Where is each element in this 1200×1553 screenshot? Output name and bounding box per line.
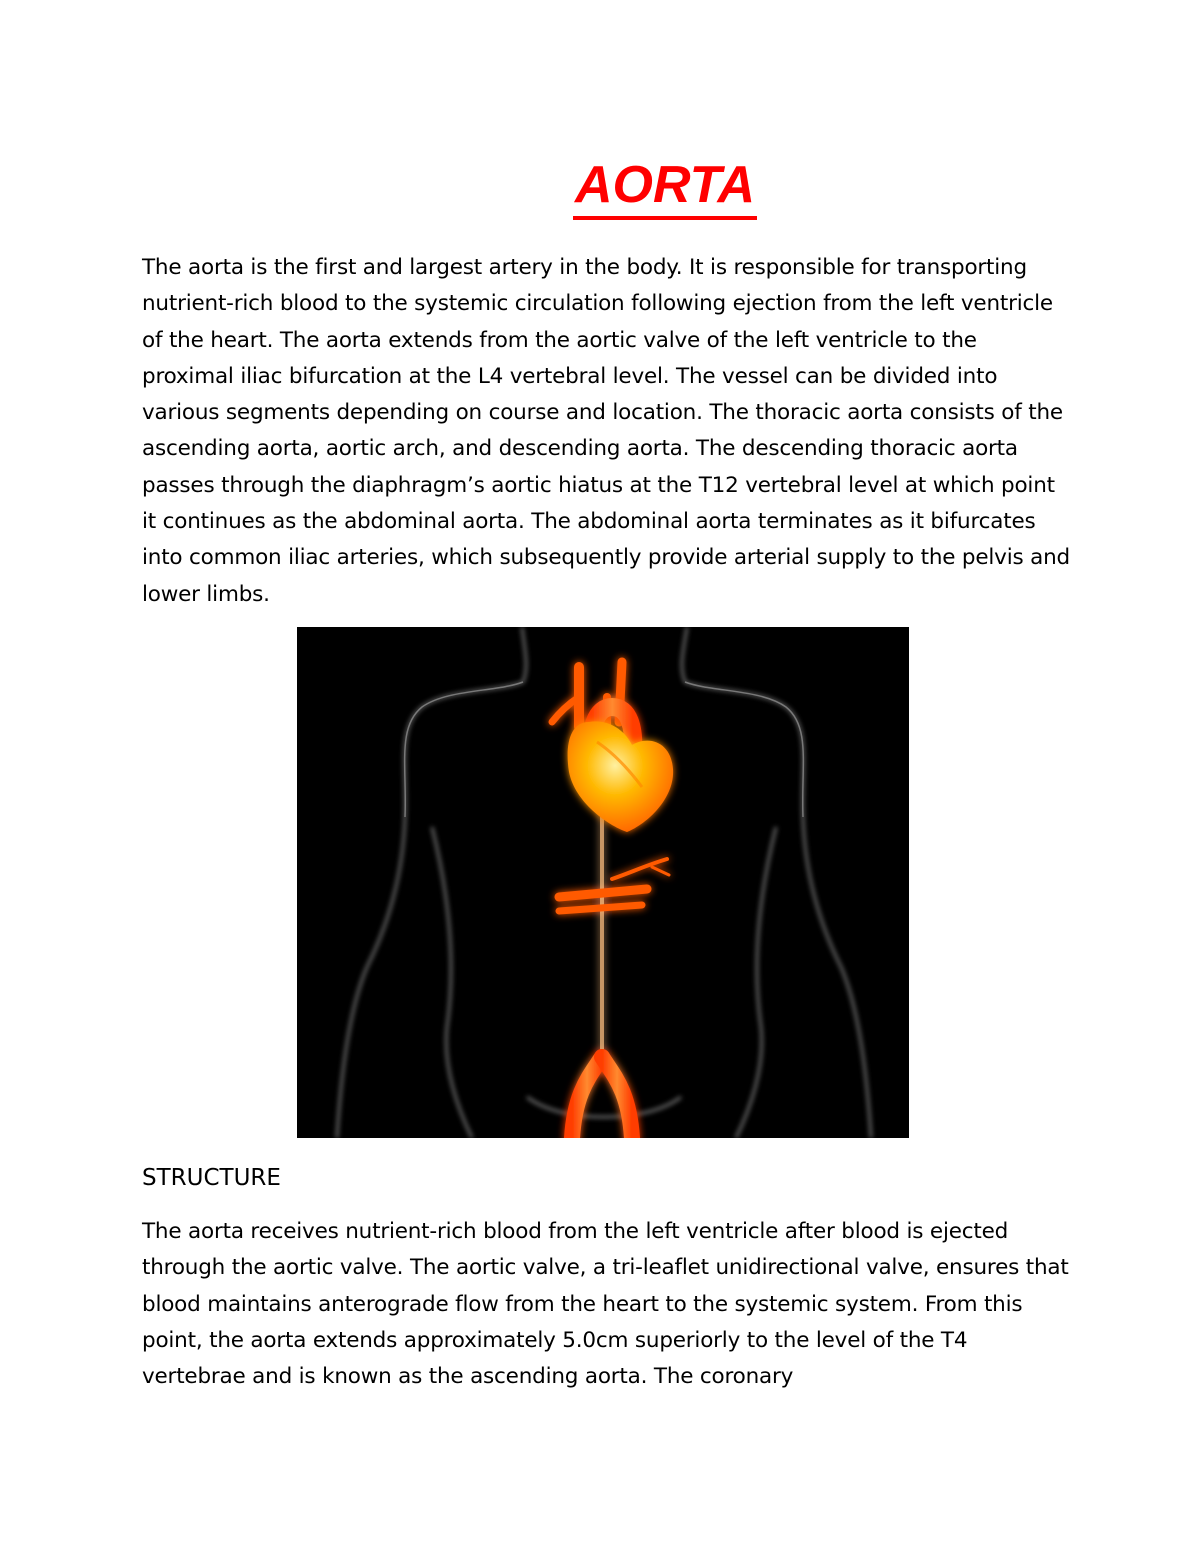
heart-shape bbox=[568, 721, 674, 832]
structure-heading: STRUCTURE bbox=[142, 1165, 281, 1191]
intro-paragraph: The aorta is the first and largest artery in the body. It is responsible for transporting nutrient-rich blood to the systemic circulation following ejection from the left ventricle of the heart. The aorta extends from the aortic valve of the left ventricle to the proximal iliac bifurcation at the L4 vertebral level. The vessel can be divided into various segments depending on course and location. The thoracic aorta consists of the ascending aorta, aortic arch, and descending aorta. The descending thoracic aorta passes through the diaphragm’s aortic hiatus at the T12 vertebral level at which point it continues as the abdominal aorta. The abdominal aorta terminates as it bifurcates into common iliac arteries, which subsequently provide arterial supply to the pelvis and lower limbs. bbox=[142, 255, 1070, 607]
aorta-anatomy-illustration bbox=[297, 627, 909, 1138]
page-title bbox=[0, 148, 1200, 222]
body-aorta-figure bbox=[297, 627, 909, 1138]
structure-paragraph: The aorta receives nutrient-rich blood from the left ventricle after blood is ejected through the aortic valve. The aortic valve, a tri-leaflet unidirectional valve, ensures that blood maintains anterograde flow from the heart to the systemic system. From this point, the aorta extends approximately 5.0cm superiorly to the level of the T4 vertebrae and is known as the ascending aorta. The coronary bbox=[142, 1219, 1069, 1390]
page-title-text: AORTA bbox=[573, 154, 757, 220]
